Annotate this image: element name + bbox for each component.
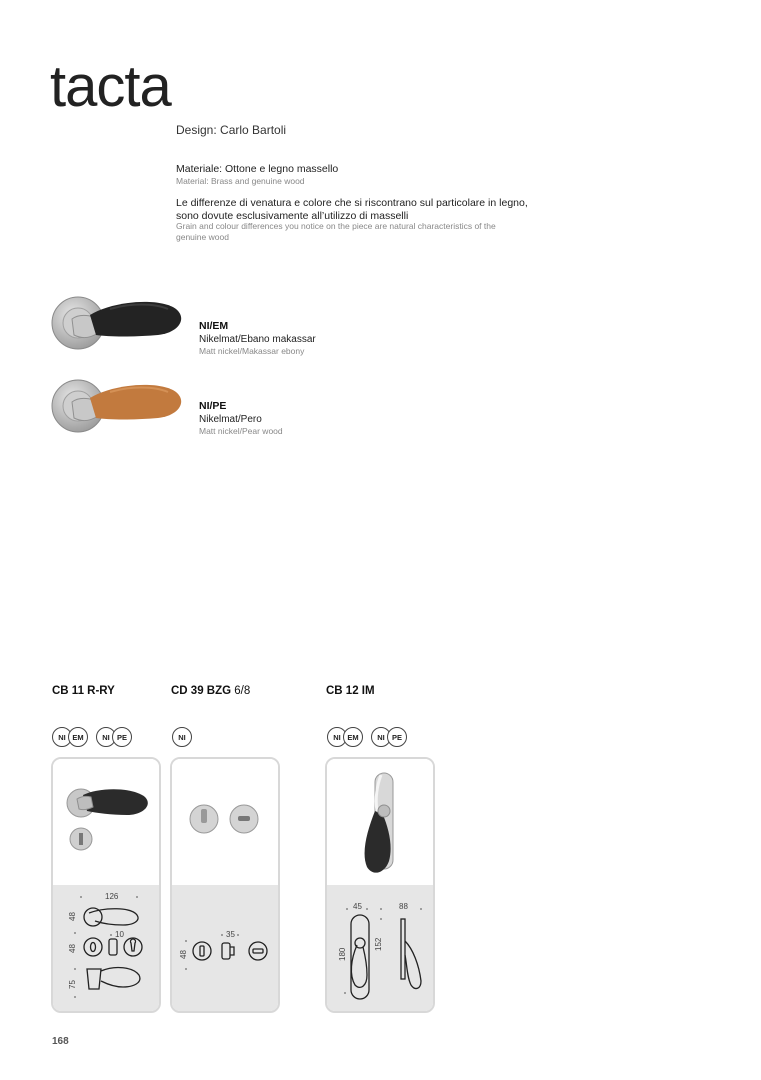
dim-c: 180 xyxy=(338,947,347,961)
dim-a: 48 xyxy=(179,950,188,959)
finish-chips-cb11 xyxy=(52,727,128,747)
product-photo xyxy=(53,759,159,885)
finish-code: NI/PE xyxy=(199,400,227,412)
page-number: 168 xyxy=(52,1036,69,1047)
material-italian: Materiale: Ottone e legno massello xyxy=(176,163,339,175)
chip-ni-pe: NI PE xyxy=(96,727,128,747)
finish-chips-cb12 xyxy=(327,727,403,747)
material-english: Material: Brass and genuine wood xyxy=(176,176,305,186)
finish-chips-cd39 xyxy=(172,727,188,747)
wood-note-italian: Le differenze di venatura e colore che si riscontrano sul particolare in legno, sono dovute esclusivamente all’utilizzo di masselli xyxy=(176,197,528,222)
dim-c: 75 xyxy=(68,980,77,989)
finish-name-english: Matt nickel/Pear wood xyxy=(199,426,283,436)
product-photo xyxy=(172,759,278,885)
product-card-cb11 xyxy=(51,757,161,1013)
chip-ni-em: NI EM xyxy=(327,727,359,747)
designer-credit: Design: Carlo Bartoli xyxy=(176,123,287,137)
finish-ebony xyxy=(199,320,316,356)
product-code-cd39 xyxy=(171,685,250,697)
dim-a: 45 xyxy=(353,902,362,911)
technical-drawing xyxy=(327,885,433,1011)
chip-ni-em: NI EM xyxy=(52,727,84,747)
dim-a: 48 xyxy=(68,912,77,921)
dim-d: 10 xyxy=(115,930,124,939)
dim-d: 152 xyxy=(374,937,383,951)
finish-name-italian: Nikelmat/Pero xyxy=(199,414,262,425)
chip-ni-pe: NI PE xyxy=(371,727,403,747)
wood-note-english: Grain and colour differences you notice on the piece are natural characteristics of the genuine wood xyxy=(176,221,496,242)
chip-ni: NI xyxy=(172,727,188,747)
finish-code: NI/EM xyxy=(199,320,229,332)
finish-pear xyxy=(199,400,283,436)
dim-b: 48 xyxy=(68,944,77,953)
technical-drawing xyxy=(172,885,278,1011)
finish-name-english: Matt nickel/Makassar ebony xyxy=(199,346,305,356)
product-photo xyxy=(327,759,433,885)
product-code-suffix: 6/8 xyxy=(234,685,251,697)
product-code: CD 39 BZG xyxy=(171,685,232,697)
product-card-cd39 xyxy=(170,757,280,1013)
dim-b: 88 xyxy=(399,902,408,911)
collection-title: tacta xyxy=(50,54,171,119)
dim-b: 35 xyxy=(226,930,235,939)
finish-name-italian: Nikelmat/Ebano makassar xyxy=(199,334,316,345)
product-code-cb12: CB 12 IM xyxy=(326,685,375,697)
handle-photo-ebony xyxy=(50,293,190,357)
technical-drawing xyxy=(53,885,159,1011)
product-code-cb11: CB 11 R-RY xyxy=(52,685,115,697)
product-card-cb12 xyxy=(325,757,435,1013)
handle-photo-pear xyxy=(50,374,190,438)
dim-width: 126 xyxy=(105,892,119,901)
